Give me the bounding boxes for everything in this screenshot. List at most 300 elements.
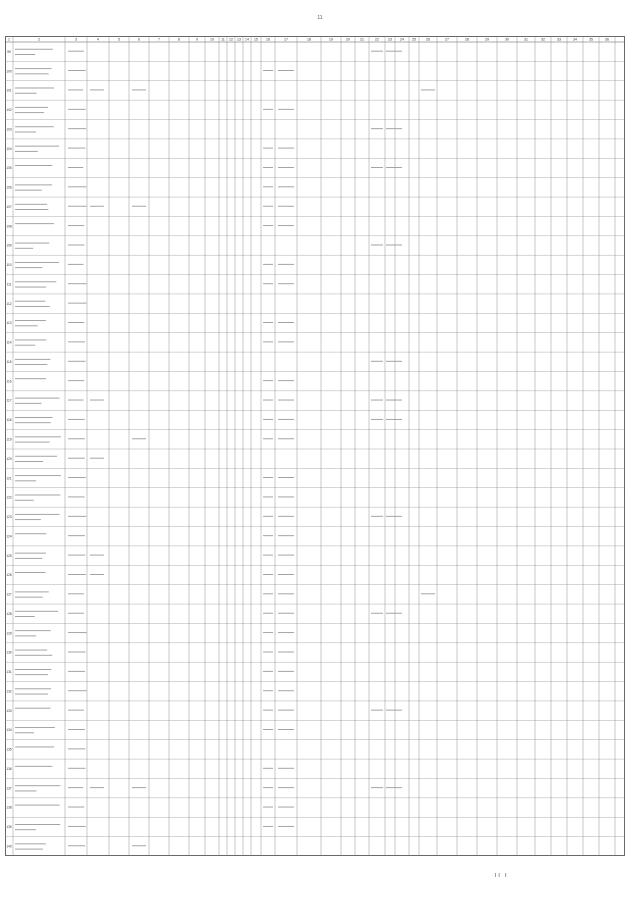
row-value-mark — [263, 438, 273, 439]
row-description-line — [15, 287, 46, 288]
row-number: 108 — [6, 224, 12, 229]
row-number: 104 — [6, 146, 12, 151]
row-number: 100 — [6, 69, 12, 74]
row-value-mark — [278, 593, 294, 594]
header-cell: 8 — [178, 37, 180, 42]
row-description-line — [15, 378, 46, 379]
header-cell: 25 — [412, 37, 416, 42]
row-value-mark — [90, 400, 104, 401]
header-cell: 15 — [254, 37, 258, 42]
row-value-mark — [371, 245, 383, 246]
row-description-line — [15, 597, 43, 598]
row-value-mark — [68, 787, 83, 788]
row-value-mark — [68, 419, 85, 420]
row-value-mark — [68, 167, 83, 168]
row-value-mark — [278, 652, 294, 653]
row-value-mark — [263, 613, 273, 614]
row-value-mark — [278, 768, 294, 769]
row-value-mark — [68, 729, 85, 730]
header-cell: 34 — [573, 37, 577, 42]
row-value-mark — [278, 341, 294, 342]
row-description-line — [15, 306, 50, 307]
row-number: 113 — [6, 321, 12, 326]
row-value-mark — [263, 70, 273, 71]
header-cell: 10 — [210, 37, 214, 42]
row-description-line — [15, 248, 33, 249]
row-value-mark — [278, 419, 294, 420]
row-number: 99 — [7, 49, 11, 54]
row-number: 106 — [6, 185, 12, 190]
row-description-line — [15, 73, 49, 74]
row-value-mark — [386, 787, 402, 788]
row-description-line — [15, 126, 54, 127]
row-description-line — [15, 209, 48, 210]
row-value-mark — [68, 632, 87, 633]
row-description-line — [15, 611, 58, 612]
row-number: 133 — [6, 708, 12, 713]
row-value-mark — [68, 438, 85, 439]
row-description-line — [15, 320, 46, 321]
row-value-mark — [278, 555, 294, 556]
row-number: 128 — [6, 611, 12, 616]
row-description-line — [15, 829, 36, 830]
row-value-mark — [68, 613, 84, 614]
row-description-line — [15, 655, 52, 656]
row-number: 110 — [6, 263, 12, 268]
row-value-mark — [68, 593, 84, 594]
row-value-mark — [68, 516, 86, 517]
row-value-mark — [68, 361, 86, 362]
row-value-mark — [386, 516, 402, 517]
row-value-mark — [371, 167, 383, 168]
header-cell: 33 — [557, 37, 561, 42]
row-value-mark — [263, 283, 273, 284]
row-description-line — [15, 184, 52, 185]
row-value-mark — [386, 613, 402, 614]
header-cell: 18 — [307, 37, 311, 42]
header-cell: 30 — [505, 37, 509, 42]
header-cell: 26 — [426, 37, 430, 42]
row-value-mark — [68, 458, 85, 459]
row-number: 124 — [6, 534, 12, 539]
row-description-line — [15, 442, 50, 443]
row-value-mark — [278, 167, 294, 168]
header-cell: 32 — [541, 37, 545, 42]
row-value-mark — [371, 516, 383, 517]
row-value-mark — [132, 89, 146, 90]
row-value-mark — [263, 632, 273, 633]
row-description-line — [15, 243, 49, 244]
page-number: 11 — [317, 15, 323, 21]
header-cell: 17 — [284, 37, 288, 42]
row-value-mark — [68, 148, 85, 149]
row-number: 130 — [6, 650, 12, 655]
row-number: 119 — [6, 437, 12, 442]
row-value-mark — [68, 89, 83, 90]
row-value-mark — [68, 186, 86, 187]
row-value-mark — [68, 283, 86, 284]
row-value-mark — [263, 729, 273, 730]
row-value-mark — [278, 400, 294, 401]
header-cell: 5 — [118, 37, 120, 42]
row-value-mark — [278, 148, 294, 149]
row-value-mark — [68, 535, 85, 536]
row-value-mark — [263, 264, 273, 265]
row-value-mark — [68, 109, 86, 110]
row-description-line — [15, 616, 35, 617]
row-value-mark — [132, 787, 146, 788]
row-value-mark — [386, 710, 402, 711]
row-value-mark — [68, 206, 86, 207]
row-value-mark — [278, 438, 294, 439]
row-value-mark — [68, 826, 86, 827]
row-value-mark — [263, 167, 273, 168]
header-cell: 23 — [388, 37, 392, 42]
row-value-mark — [68, 768, 85, 769]
row-description-line — [15, 301, 45, 302]
row-value-mark — [278, 535, 294, 536]
row-description-line — [15, 635, 36, 636]
row-number: 135 — [6, 747, 12, 752]
row-value-mark — [263, 768, 273, 769]
row-description-line — [15, 190, 42, 191]
row-number: 134 — [6, 728, 12, 733]
row-description-line — [15, 790, 36, 791]
row-value-mark — [68, 477, 86, 478]
row-description-line — [15, 398, 59, 399]
row-number: 132 — [6, 689, 12, 694]
row-value-mark — [68, 845, 85, 846]
row-value-mark — [68, 341, 85, 342]
row-value-mark — [68, 245, 84, 246]
row-description-line — [15, 422, 51, 423]
row-number: 127 — [6, 592, 12, 597]
row-description-line — [15, 436, 61, 437]
row-description-line — [15, 165, 52, 166]
row-value-mark — [68, 690, 87, 691]
row-value-mark — [263, 380, 273, 381]
row-number: 116 — [6, 379, 12, 384]
row-value-mark — [371, 361, 383, 362]
row-value-mark — [90, 206, 104, 207]
row-description-line — [15, 93, 37, 94]
row-number: 139 — [6, 825, 12, 830]
row-value-mark — [68, 70, 86, 71]
header-cell: 12 — [229, 37, 233, 42]
header-cell: 3 — [75, 37, 77, 42]
row-value-mark — [68, 748, 85, 749]
row-description-line — [15, 727, 55, 728]
row-value-mark — [371, 613, 383, 614]
row-description-line — [15, 325, 38, 326]
row-value-mark — [278, 826, 294, 827]
row-value-mark — [263, 225, 273, 226]
row-value-mark — [278, 613, 294, 614]
row-value-mark — [278, 807, 294, 808]
header-cell: 22 — [375, 37, 379, 42]
row-value-mark — [263, 652, 273, 653]
row-description-line — [15, 480, 36, 481]
row-description-line — [15, 708, 51, 709]
row-number: 129 — [6, 631, 12, 636]
row-number: 140 — [6, 844, 12, 849]
row-value-mark — [278, 671, 294, 672]
header-cell: 29 — [485, 37, 489, 42]
row-description-line — [15, 49, 53, 50]
row-value-mark — [386, 51, 402, 52]
row-value-mark — [386, 400, 402, 401]
header-cell: 7 — [158, 37, 160, 42]
row-value-mark — [263, 322, 273, 323]
row-value-mark — [278, 690, 294, 691]
row-value-mark — [421, 593, 435, 594]
row-number: 136 — [6, 766, 12, 771]
row-description-line — [15, 688, 51, 689]
row-description-line — [15, 475, 61, 476]
row-description-line — [15, 650, 47, 651]
row-value-mark — [90, 574, 104, 575]
page-mark: II I — [495, 873, 509, 879]
row-value-mark — [132, 845, 146, 846]
header-cell: 31 — [524, 37, 528, 42]
row-value-mark — [278, 283, 294, 284]
row-number: 125 — [6, 553, 12, 558]
row-description-line — [15, 766, 52, 767]
row-description-line — [15, 339, 46, 340]
row-description-line — [15, 849, 43, 850]
row-value-mark — [263, 690, 273, 691]
row-description-line — [15, 107, 48, 108]
row-description-line — [15, 519, 41, 520]
row-description-line — [15, 204, 47, 205]
row-number: 137 — [6, 786, 12, 791]
row-value-mark — [68, 303, 86, 304]
header-cell: 20 — [346, 37, 350, 42]
row-value-mark — [263, 807, 273, 808]
row-value-mark — [263, 186, 273, 187]
row-value-mark — [68, 400, 83, 401]
row-value-mark — [263, 341, 273, 342]
row-description-line — [15, 669, 51, 670]
row-value-mark — [278, 632, 294, 633]
header-cell: 28 — [465, 37, 469, 42]
row-value-mark — [263, 574, 273, 575]
row-value-mark — [68, 671, 85, 672]
data-table — [5, 36, 625, 856]
row-number: 123 — [6, 515, 12, 520]
row-description-line — [15, 281, 56, 282]
row-value-mark — [263, 516, 273, 517]
row-number: 118 — [6, 418, 12, 423]
row-value-mark — [132, 438, 146, 439]
row-value-mark — [68, 652, 85, 653]
row-number: 115 — [6, 359, 12, 364]
row-value-mark — [90, 555, 104, 556]
row-value-mark — [278, 380, 294, 381]
row-value-mark — [278, 787, 294, 788]
row-value-mark — [386, 245, 402, 246]
row-value-mark — [68, 380, 84, 381]
row-number: 138 — [6, 805, 12, 810]
row-number: 114 — [6, 340, 12, 345]
row-value-mark — [263, 787, 273, 788]
header-cell: 9 — [196, 37, 198, 42]
row-number: 131 — [6, 670, 12, 675]
row-value-mark — [386, 419, 402, 420]
row-number: 112 — [6, 301, 12, 306]
row-description-line — [15, 359, 50, 360]
row-value-mark — [263, 671, 273, 672]
header-cell: 11 — [221, 37, 225, 42]
row-value-mark — [278, 710, 294, 711]
row-value-mark — [371, 419, 383, 420]
row-description-line — [15, 824, 60, 825]
row-value-mark — [263, 400, 273, 401]
row-value-mark — [278, 729, 294, 730]
row-value-mark — [68, 807, 84, 808]
row-value-mark — [278, 516, 294, 517]
row-value-mark — [278, 225, 294, 226]
row-value-mark — [263, 555, 273, 556]
row-description-line — [15, 572, 46, 573]
row-value-mark — [68, 574, 86, 575]
row-value-mark — [68, 710, 84, 711]
row-value-mark — [386, 128, 402, 129]
row-value-mark — [263, 206, 273, 207]
row-value-mark — [371, 51, 383, 52]
header-cell: 6 — [138, 37, 140, 42]
row-description-line — [15, 68, 52, 69]
row-value-mark — [278, 574, 294, 575]
row-number: 111 — [6, 282, 12, 287]
row-value-mark — [263, 148, 273, 149]
row-number: 126 — [6, 573, 12, 578]
row-value-mark — [278, 477, 294, 478]
row-value-mark — [263, 535, 273, 536]
row-description-line — [15, 674, 48, 675]
row-description-line — [15, 88, 54, 89]
row-description-line — [15, 151, 38, 152]
header-cell: 13 — [237, 37, 241, 42]
row-value-mark — [68, 555, 85, 556]
row-number: 109 — [6, 243, 12, 248]
row-description-line — [15, 495, 60, 496]
row-value-mark — [386, 167, 402, 168]
header-cell: 2 — [38, 37, 40, 42]
row-value-mark — [263, 710, 273, 711]
row-value-mark — [386, 361, 402, 362]
row-number: 120 — [6, 456, 12, 461]
table-grid — [5, 36, 625, 856]
row-description-line — [15, 54, 35, 55]
row-description-line — [15, 533, 46, 534]
row-description-line — [15, 146, 59, 147]
row-value-mark — [263, 109, 273, 110]
row-description-line — [15, 694, 48, 695]
row-value-mark — [132, 206, 146, 207]
row-value-mark — [263, 826, 273, 827]
row-value-mark — [278, 322, 294, 323]
row-value-mark — [371, 710, 383, 711]
row-description-line — [15, 843, 46, 844]
row-number: 117 — [6, 398, 12, 403]
row-value-mark — [68, 51, 84, 52]
row-description-line — [15, 364, 47, 365]
row-number: 121 — [6, 476, 12, 481]
row-description-line — [15, 732, 34, 733]
row-number: 102 — [6, 108, 12, 113]
row-description-line — [15, 112, 44, 113]
row-description-line — [15, 591, 49, 592]
row-number: 122 — [6, 495, 12, 500]
table-border — [6, 37, 625, 856]
row-value-mark — [278, 109, 294, 110]
row-value-mark — [68, 322, 84, 323]
row-value-mark — [90, 89, 104, 90]
row-value-mark — [263, 496, 273, 497]
row-description-line — [15, 132, 36, 133]
header-cell: 1 — [8, 37, 10, 42]
row-description-line — [15, 456, 57, 457]
row-value-mark — [278, 70, 294, 71]
header-cell: 4 — [97, 37, 99, 42]
row-value-mark — [68, 128, 86, 129]
row-description-line — [15, 403, 41, 404]
row-description-line — [15, 630, 51, 631]
row-value-mark — [278, 264, 294, 265]
header-cell: 36 — [605, 37, 609, 42]
row-description-line — [15, 746, 54, 747]
row-value-mark — [90, 458, 104, 459]
row-description-line — [15, 461, 43, 462]
row-value-mark — [278, 186, 294, 187]
row-value-mark — [68, 225, 84, 226]
row-description-line — [15, 805, 60, 806]
row-description-line — [15, 553, 46, 554]
row-description-line — [15, 500, 34, 501]
row-number: 107 — [6, 204, 12, 209]
row-description-line — [15, 785, 60, 786]
row-value-mark — [263, 477, 273, 478]
row-value-mark — [421, 89, 435, 90]
row-description-line — [15, 558, 42, 559]
row-value-mark — [68, 264, 84, 265]
header-cell: 19 — [329, 37, 333, 42]
row-number: 103 — [6, 127, 12, 132]
row-value-mark — [263, 419, 273, 420]
row-value-mark — [263, 593, 273, 594]
row-description-line — [15, 267, 42, 268]
row-value-mark — [278, 206, 294, 207]
row-value-mark — [68, 496, 85, 497]
row-number: 101 — [6, 88, 12, 93]
header-cell: 21 — [360, 37, 364, 42]
header-cell: 27 — [445, 37, 449, 42]
row-value-mark — [90, 787, 104, 788]
header-cell: 24 — [400, 37, 404, 42]
header-cell: 14 — [245, 37, 249, 42]
row-description-line — [15, 514, 60, 515]
header-cell: 35 — [589, 37, 593, 42]
row-value-mark — [278, 496, 294, 497]
row-description-line — [15, 262, 59, 263]
row-value-mark — [371, 400, 383, 401]
row-value-mark — [371, 128, 383, 129]
row-number: 105 — [6, 166, 12, 171]
row-value-mark — [371, 787, 383, 788]
row-description-line — [15, 417, 52, 418]
row-description-line — [15, 345, 35, 346]
